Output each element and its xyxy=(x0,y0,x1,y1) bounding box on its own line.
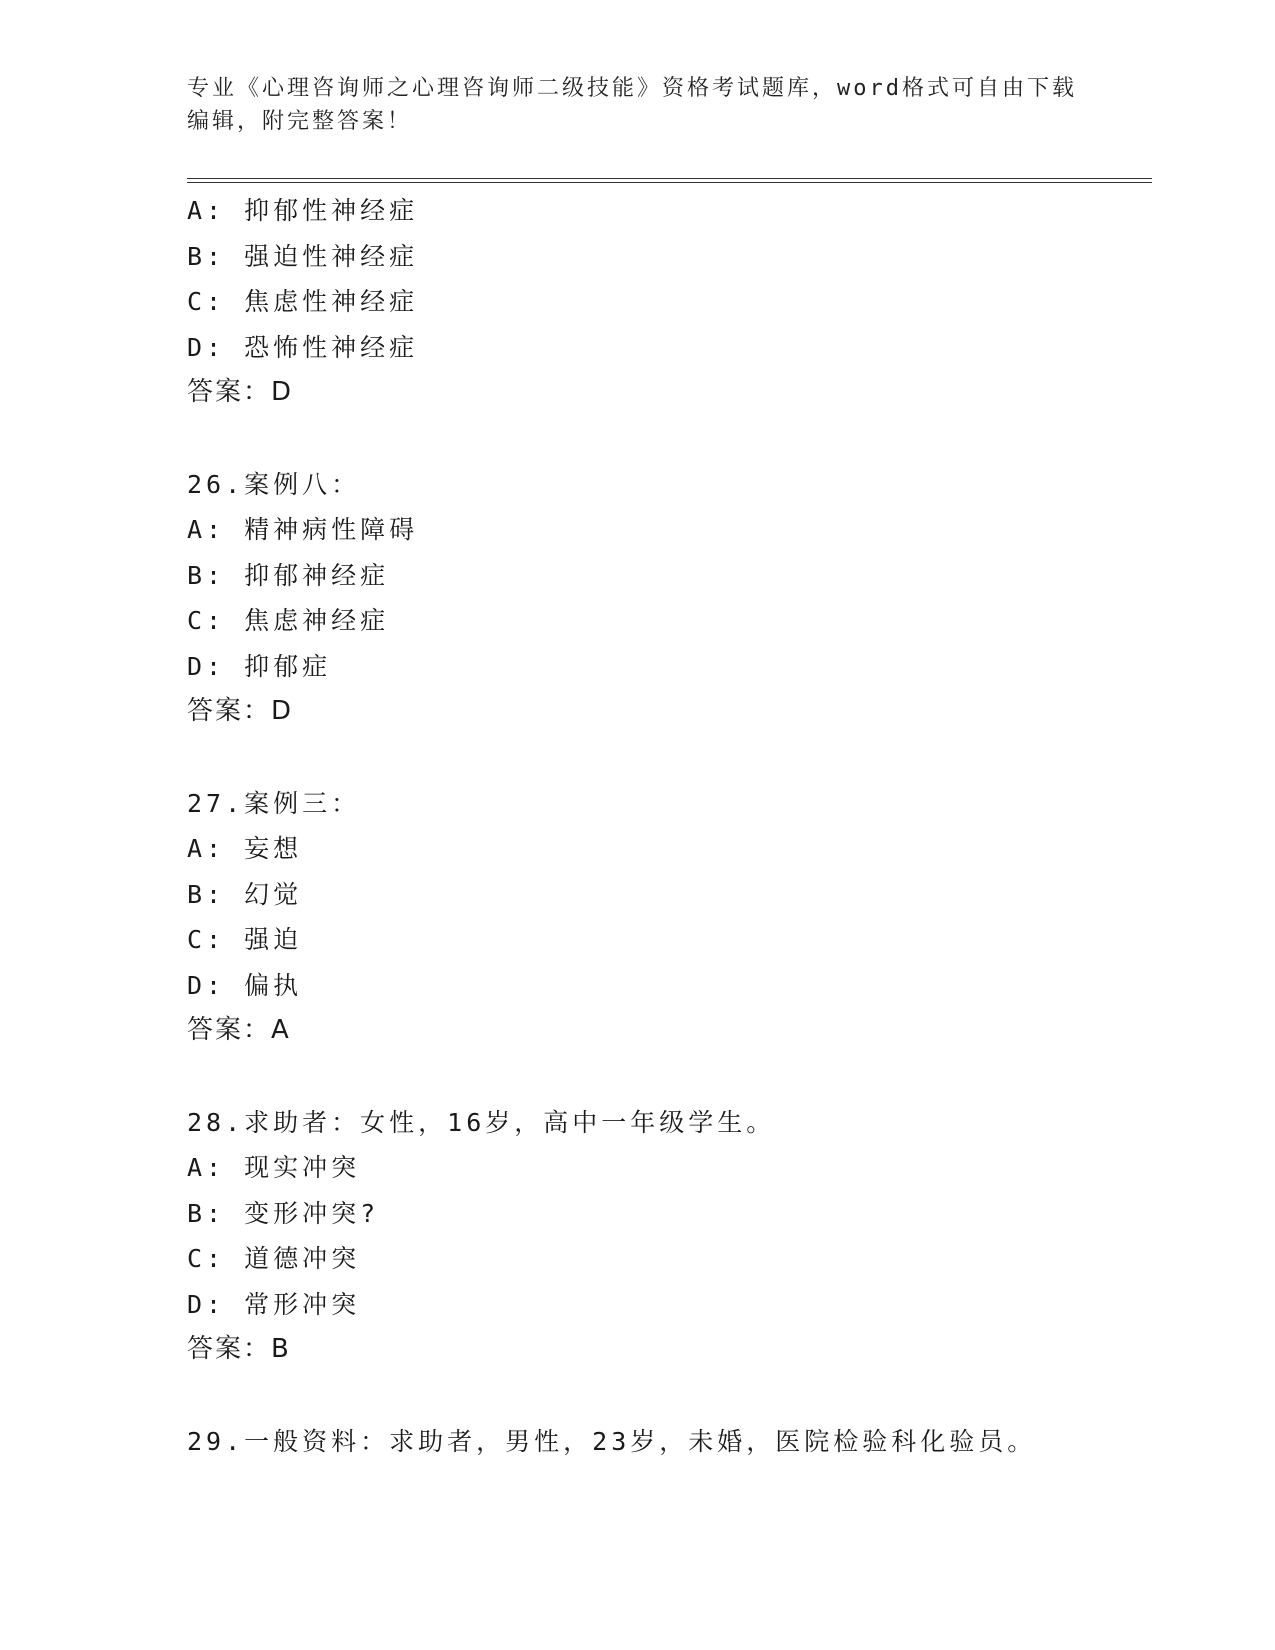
question-list xyxy=(187,188,1152,1464)
spacer xyxy=(187,416,1152,462)
question-block-29 xyxy=(187,1419,1152,1465)
option-d: D: 抑郁症 xyxy=(187,651,332,681)
answer-line: 答案：B xyxy=(187,1334,291,1364)
header-divider-bottom xyxy=(187,182,1152,183)
answer-line: 答案：D xyxy=(187,377,294,407)
question-block-25 xyxy=(187,188,1152,416)
question-block-26 xyxy=(187,462,1152,735)
question-block-28 xyxy=(187,1100,1152,1373)
option-d: D: 偏执 xyxy=(187,970,303,1000)
spacer xyxy=(187,1054,1152,1100)
option-b: B: 抑郁神经症 xyxy=(187,560,390,590)
option-c: C: 道德冲突 xyxy=(187,1244,361,1273)
header-line-2: 编辑，附完整答案！ xyxy=(187,109,413,134)
option-c: C: 强迫 xyxy=(187,925,303,954)
option-a: A: 妄想 xyxy=(187,834,303,863)
option-d: D: 恐怖性神经症 xyxy=(187,332,419,362)
question-stem: 29.一般资料：求助者，男性，23岁，未婚，医院检验科化验员。 xyxy=(187,1426,1037,1456)
answer-line: 答案：A xyxy=(187,1015,291,1045)
header-line-1: 专业《心理咨询师之心理咨询师二级技能》资格考试题库，word格式可自由下载 xyxy=(187,76,1077,101)
question-stem: 26.案例八： xyxy=(187,469,361,499)
option-b: B: 强迫性神经症 xyxy=(187,241,419,271)
option-c: C: 焦虑神经症 xyxy=(187,606,390,635)
option-b: B: 幻觉 xyxy=(187,879,303,909)
option-a: A: 抑郁性神经症 xyxy=(187,196,419,225)
option-c: C: 焦虑性神经症 xyxy=(187,287,419,316)
answer-line: 答案：D xyxy=(187,696,294,726)
spacer xyxy=(187,735,1152,781)
header-divider-top xyxy=(187,178,1152,179)
spacer xyxy=(187,1373,1152,1419)
option-d: D: 常形冲突 xyxy=(187,1289,361,1319)
document-header xyxy=(187,72,1087,138)
option-a: A: 现实冲突 xyxy=(187,1153,361,1182)
option-b: B: 变形冲突? xyxy=(187,1198,380,1228)
question-stem: 28.求助者：女性，16岁，高中一年级学生。 xyxy=(187,1107,776,1137)
option-a: A: 精神病性障碍 xyxy=(187,515,419,544)
question-stem: 27.案例三： xyxy=(187,788,361,818)
question-block-27 xyxy=(187,781,1152,1054)
